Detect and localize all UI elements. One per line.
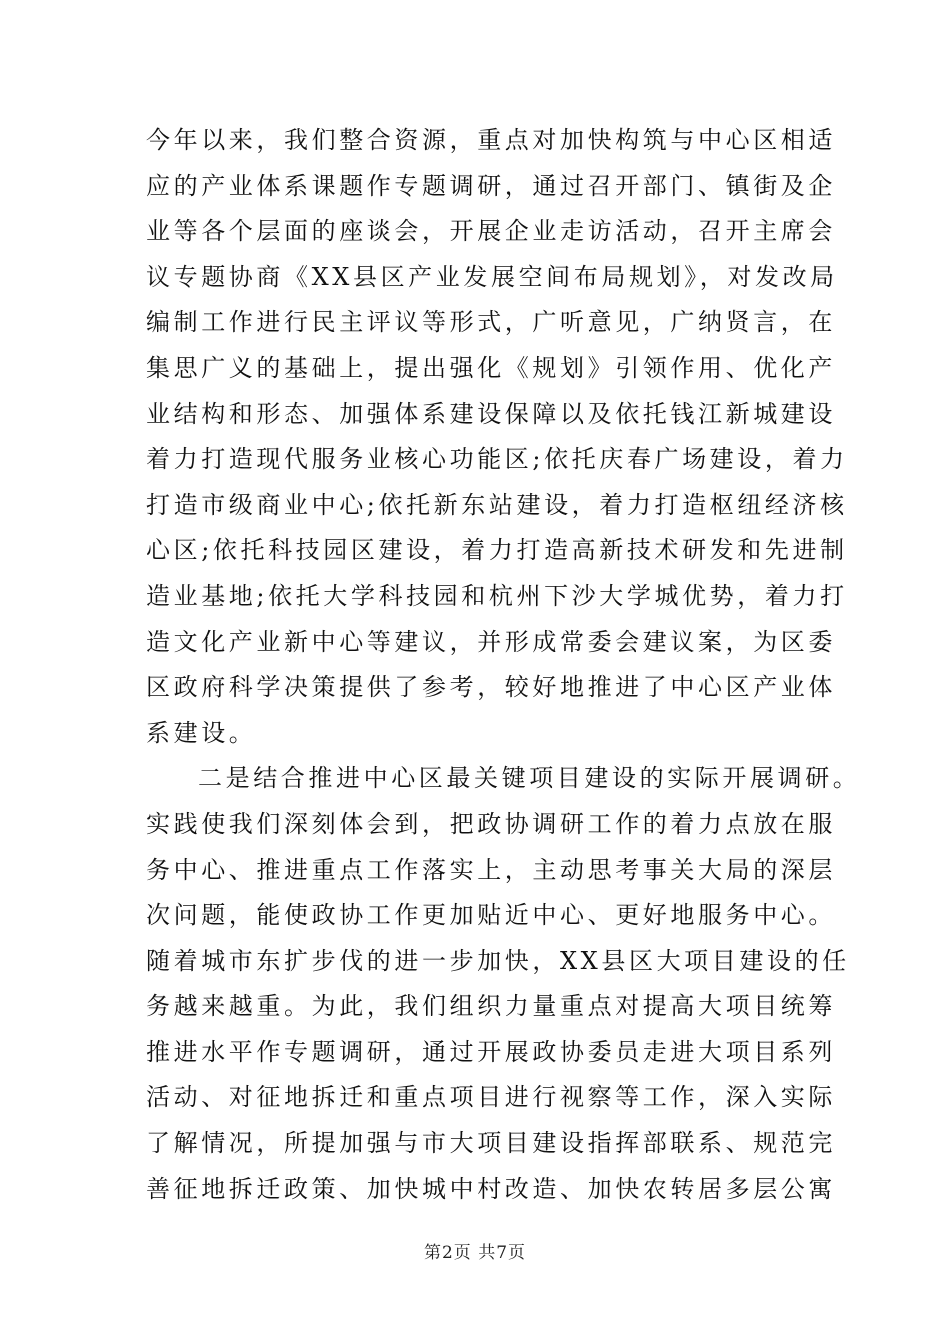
text-line: 随着城市东扩步伐的进一步加快，XX县区大项目建设的任 [146,946,850,975]
text-line: 着力打造现代服务业核心功能区;依托庆春广场建设，着力 [146,445,848,474]
text-line: 二是结合推进中心区最关键项目建设的实际开展调研。 [198,764,861,793]
text-line: 打造市级商业中心;依托新东站建设，着力打造枢纽经济核 [146,490,848,519]
text-line: 业等各个层面的座谈会，开展企业走访活动，召开主席会 [146,217,836,246]
text-line: 活动、对征地拆迁和重点项目进行视察等工作，深入实际 [146,1083,836,1112]
text-line: 系建设。 [146,718,257,747]
text-line: 议专题协商《XX县区产业发展空间布局规划》，对发改局 [146,262,838,291]
text-line: 务中心、推进重点工作落实上，主动思考事关大局的深层 [146,855,836,884]
text-line: 造文化产业新中心等建议，并形成常委会建议案，为区委 [146,627,836,656]
text-line: 善征地拆迁政策、加快城中村改造、加快农转居多层公寓 [146,1174,836,1203]
text-line: 心区;依托科技园区建设，着力打造高新技术研发和先进制 [146,536,848,565]
text-line: 集思广义的基础上，提出强化《规划》引领作用、优化产 [146,353,836,382]
text-line: 推进水平作专题调研，通过开展政协委员走进大项目系列 [146,1037,836,1066]
text-line: 应的产业体系课题作专题调研，通过召开部门、镇街及企 [146,171,836,200]
page-footer: 第2页 共7页 [423,1243,527,1263]
text-line: 区政府科学决策提供了参考，较好地推进了中心区产业体 [146,673,836,702]
text-line: 造业基地;依托大学科技园和杭州下沙大学城优势，着力打 [146,581,848,610]
text-line: 业结构和形态、加强体系建设保障以及依托钱江新城建设 [146,399,836,428]
body-text [146,118,861,1212]
text-line: 务越来越重。为此，我们组织力量重点对提高大项目统筹 [146,992,836,1021]
text-line: 了解情况，所提加强与市大项目建设指挥部联系、规范完 [146,1129,836,1158]
text-line: 次问题，能使政协工作更加贴近中心、更好地服务中心。 [146,901,836,930]
text-line: 实践使我们深刻体会到，把政协调研工作的着力点放在服 [146,809,836,838]
text-line: 编制工作进行民主评议等形式，广听意见，广纳贤言，在 [146,308,836,337]
text-line: 今年以来，我们整合资源，重点对加快构筑与中心区相适 [146,126,836,154]
